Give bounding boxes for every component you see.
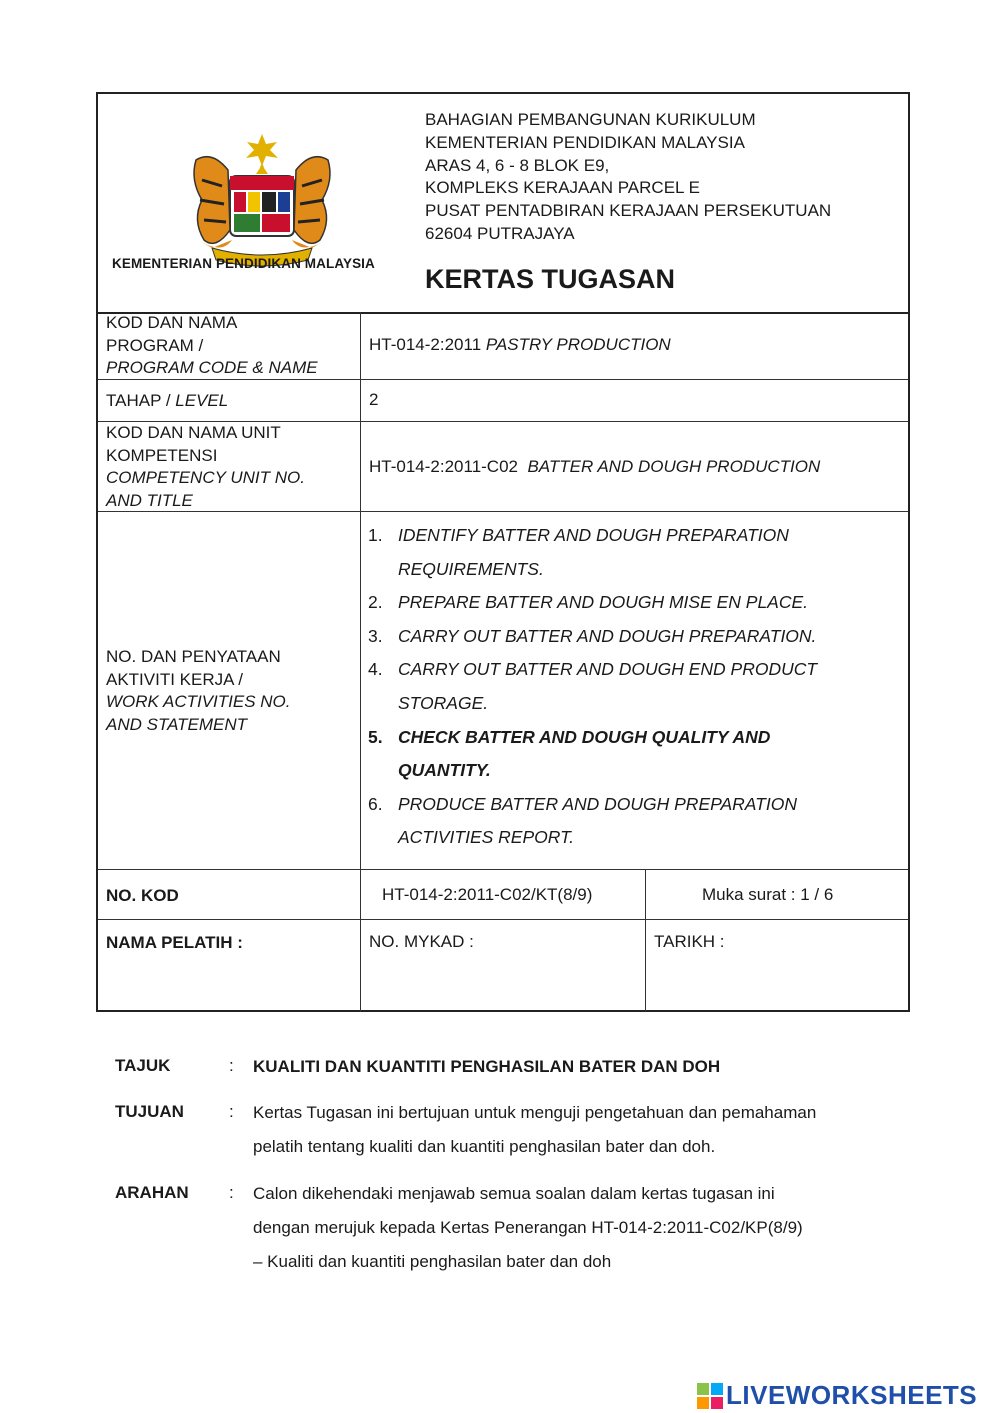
activities-list [368,519,878,855]
program-value: HT-014-2:2011 PASTRY PRODUCTION [369,335,671,354]
arahan-key: ARAHAN [115,1183,189,1202]
date-label: TARIKH : [654,932,725,951]
trainee-row [98,920,908,1012]
address-line: PUSAT PENTADBIRAN KERAJAAN PERSEKUTUAN [425,201,832,221]
level-label: TAHAP / LEVEL [106,391,229,410]
activity-item: 3. CARRY OUT BATTER AND DOUGH PREPARATION. [368,625,817,646]
address-line: KOMPLEKS KERAJAAN PARCEL E [425,178,700,198]
code-row [98,870,908,920]
program-row [98,312,908,380]
tajuk-key: TAJUK [115,1056,171,1075]
document-title: KERTAS TUGASAN [425,264,676,294]
address-line: BAHAGIAN PEMBANGUNAN KURIKULUM [425,110,756,129]
level-row [98,380,908,422]
activity-item: 6. PRODUCE BATTER AND DOUGH PREPARATION ACTIVITIES REPORT. [368,793,797,848]
code-value: HT-014-2:2011-C02/KT(8/9) [382,885,593,904]
program-label: KOD DAN NAMA PROGRAM / PROGRAM CODE & NAME [106,313,318,377]
activity-item: 4. CARRY OUT BATTER AND DOUGH END PRODUCT STORAGE. [368,659,818,713]
task-sheet-frame [96,92,910,1012]
activities-label: NO. DAN PENYATAAN AKTIVITI KERJA / WORK ACTIVITIES NO. AND STATEMENT [106,647,291,734]
mykad-label: NO. MYKAD : [369,932,474,951]
competency-unit-row [98,422,908,512]
address-line: KEMENTERIAN PENDIDIKAN MALAYSIA [425,132,745,152]
tujuan-value: Kertas Tugasan ini bertujuan untuk menguji pengetahuan dan pemahaman pelatih tentang kualiti dan kuantiti penghasilan bater dan doh. [253,1103,817,1156]
unit-label: KOD DAN NAMA UNIT KOMPETENSI COMPETENCY UNIT NO. AND TITLE [106,423,305,510]
activity-item: 2. PREPARE BATTER AND DOUGH MISE EN PLACE. [368,592,809,613]
level-value: 2 [369,390,379,409]
activity-item-current: 5. CHECK BATTER AND DOUGH QUALITY AND QUANTITY. [368,726,771,781]
sheet-header [98,94,908,314]
tujuan-key: TUJUAN [115,1102,184,1121]
ministry-label: KEMENTERIAN PENDIDIKAN MALAYSIA [112,256,375,271]
page-number: Muka surat : 1 / 6 [702,885,834,904]
activity-item: 1. IDENTIFY BATTER AND DOUGH PREPARATION REQUIREMENTS. [368,525,789,579]
address-block [425,109,831,246]
address-line: 62604 PUTRAJAYA [425,223,575,243]
work-activities-row [98,512,908,870]
tajuk-value: KUALITI DAN KUANTITI PENGHASILAN BATER DAN DOH [253,1057,721,1076]
liveworksheets-logo-icon [697,1383,723,1409]
address-line: ARAS 4, 6 - 8 BLOK E9, [425,155,610,175]
code-label: NO. KOD [106,886,179,905]
arahan-value: Calon dikehendaki menjawab semua soalan dalam kertas tugasan ini dengan merujuk kepada Kertas Penerangan HT-014-2:2011-C02/KP(8/9) – Kualiti dan kuantiti penghasilan bater dan doh [253,1184,803,1271]
liveworksheets-brand: LIVEWORKSHEETS [726,1380,978,1410]
unit-value: HT-014-2:2011-C02 BATTER AND DOUGH PRODUCTION [369,457,821,476]
trainee-name-label: NAMA PELATIH : [106,933,243,952]
